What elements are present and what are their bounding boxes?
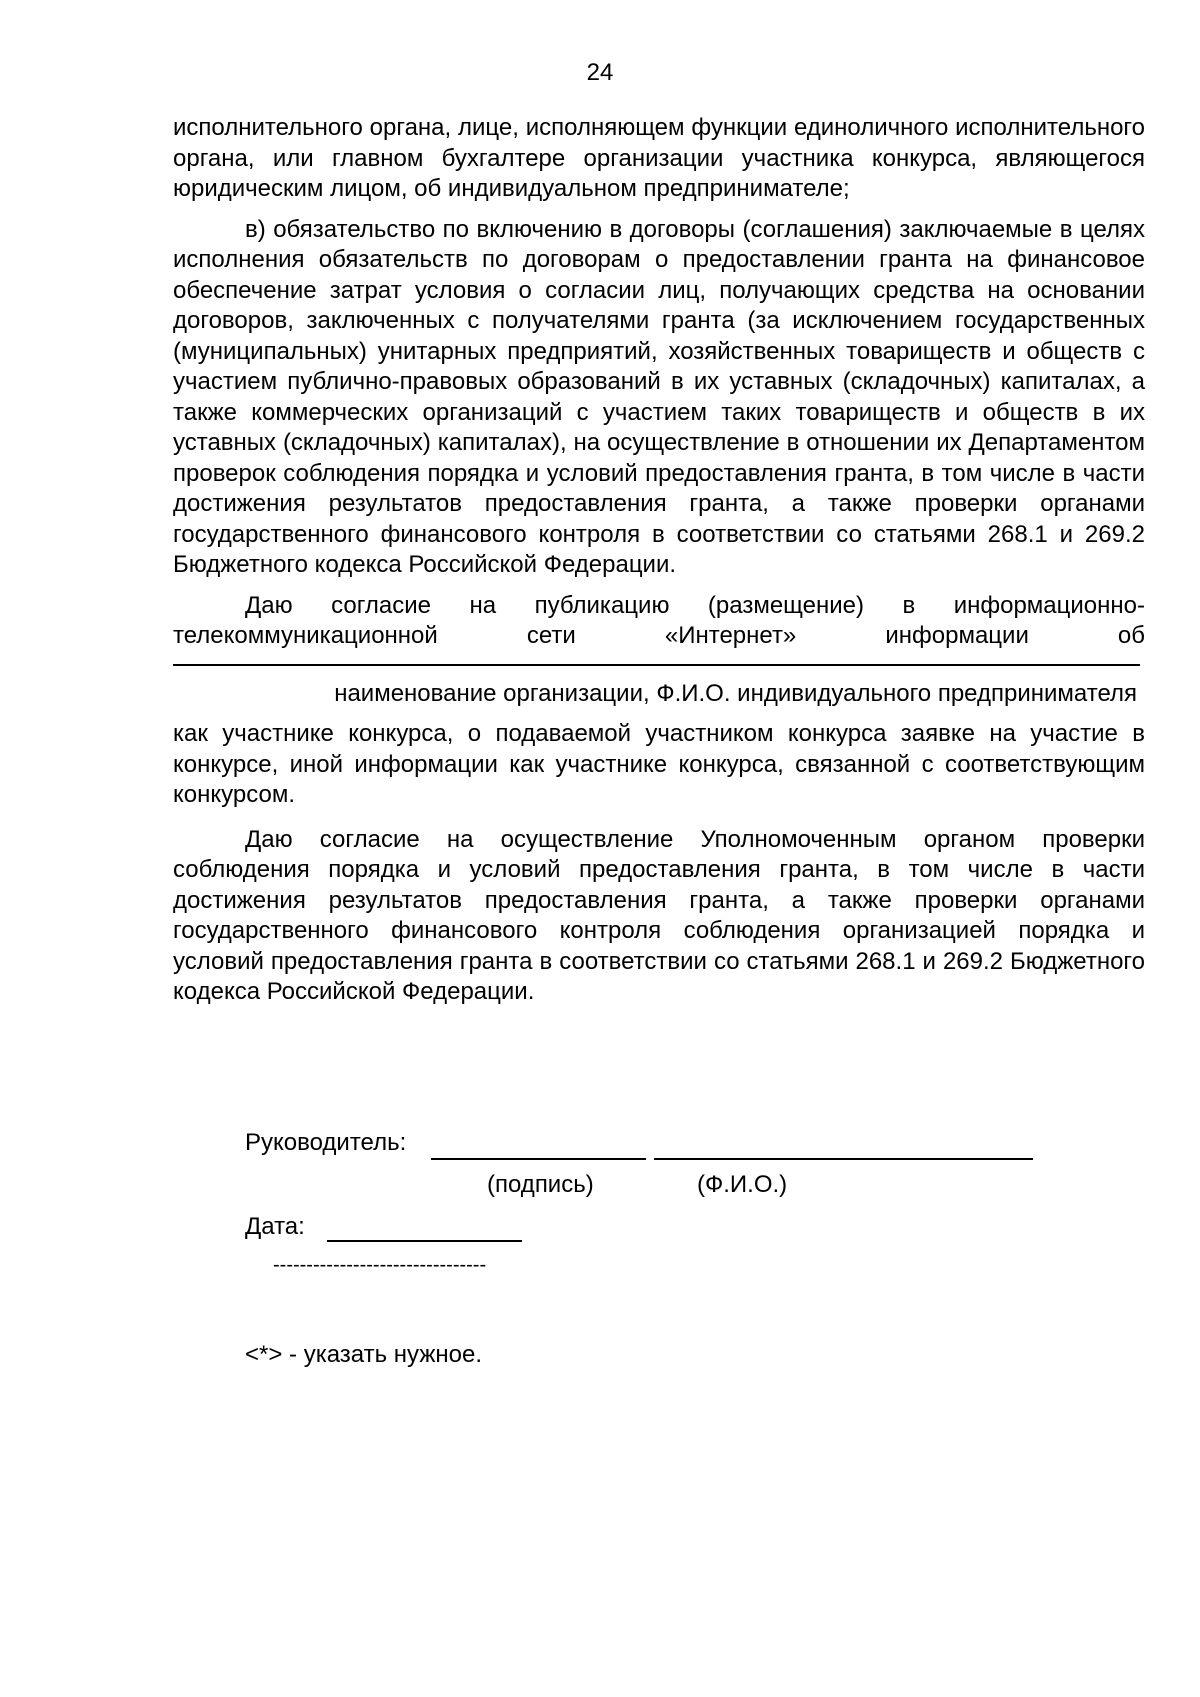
paragraph-consent-publication: Даю согласие на публикацию (размещение) в информационно-телекоммуникационной сети «Интернет» информации об <box>173 591 1145 649</box>
signature-blank-line <box>431 1158 646 1160</box>
footnote-separator: -------------------------------- <box>273 1254 487 1276</box>
paragraph-obligation: в) обязательство по включению в договоры (соглашения) заключаемые в целях исполнения обязательств по договорам о предоставлении гранта на финансовое обеспечение затрат условия о согласии лиц, получающих средства на основании договоров, заключенных с получателями гранта (за исключением государственных (муниципальных) унитарных предприятий, хозяйственных товариществ и обществ с участием публично-правовых образований в их уставных (складочных) капиталах, а также коммерческих организаций с участием таких товариществ и обществ в их уставных (складочных) капиталах), на осуществление в отношении их Департаментом проверок соблюдения порядка и условий предоставления гранта, в том числе в части достижения результатов предоставления гранта, а также проверки органами государственного финансового контроля в соответствии со статьями 268.1 и 269.2 Бюджетного кодекса Российской Федерации. <box>173 215 1145 578</box>
page-number: 24 <box>586 59 614 86</box>
head-label: Руководитель: <box>245 1129 407 1156</box>
head-signature-row <box>245 1128 1145 1160</box>
date-label: Дата: <box>245 1213 305 1240</box>
organization-name-blank-line <box>173 664 1140 666</box>
name-blank-line <box>654 1158 1033 1160</box>
signature-block <box>245 1128 1145 1282</box>
date-row <box>245 1212 1145 1244</box>
signature-captions-row <box>245 1170 1145 1202</box>
signature-caption: (подпись) <box>487 1171 594 1198</box>
paragraph-participant-info: как участнике конкурса, о подаваемой участником конкурса заявке на участие в конкурсе, иной информации как участнике конкурса, связанной с соответствующим конкурсом. <box>173 720 1145 808</box>
separator-row <box>245 1250 1145 1282</box>
organization-name-caption: наименование организации, Ф.И.О. индивидуального предпринимателя <box>334 679 1137 707</box>
document-body <box>173 113 1145 1008</box>
paragraph-organ-info: исполнительного органа, лице, исполняющем функции единоличного исполнительного органа, или главном бухгалтере организации участника конкурса, являющегося юридическим лицом, об индивидуальном предпринимателе; <box>173 114 1145 202</box>
paragraph-consent-inspection: Даю согласие на осуществление Уполномоченным органом проверки соблюдения порядка и условий предоставления гранта, в том числе в части достижения результатов предоставления гранта, а также проверки органами государственного финансового контроля соблюдения организацией порядка и условий предоставления гранта в соответствии со статьями 268.1 и 269.2 Бюджетного кодекса Российской Федерации. <box>173 825 1145 1005</box>
date-blank-line <box>327 1240 522 1242</box>
footnote: <*> - указать нужное. <box>245 1341 482 1368</box>
name-caption: (Ф.И.О.) <box>697 1171 788 1198</box>
